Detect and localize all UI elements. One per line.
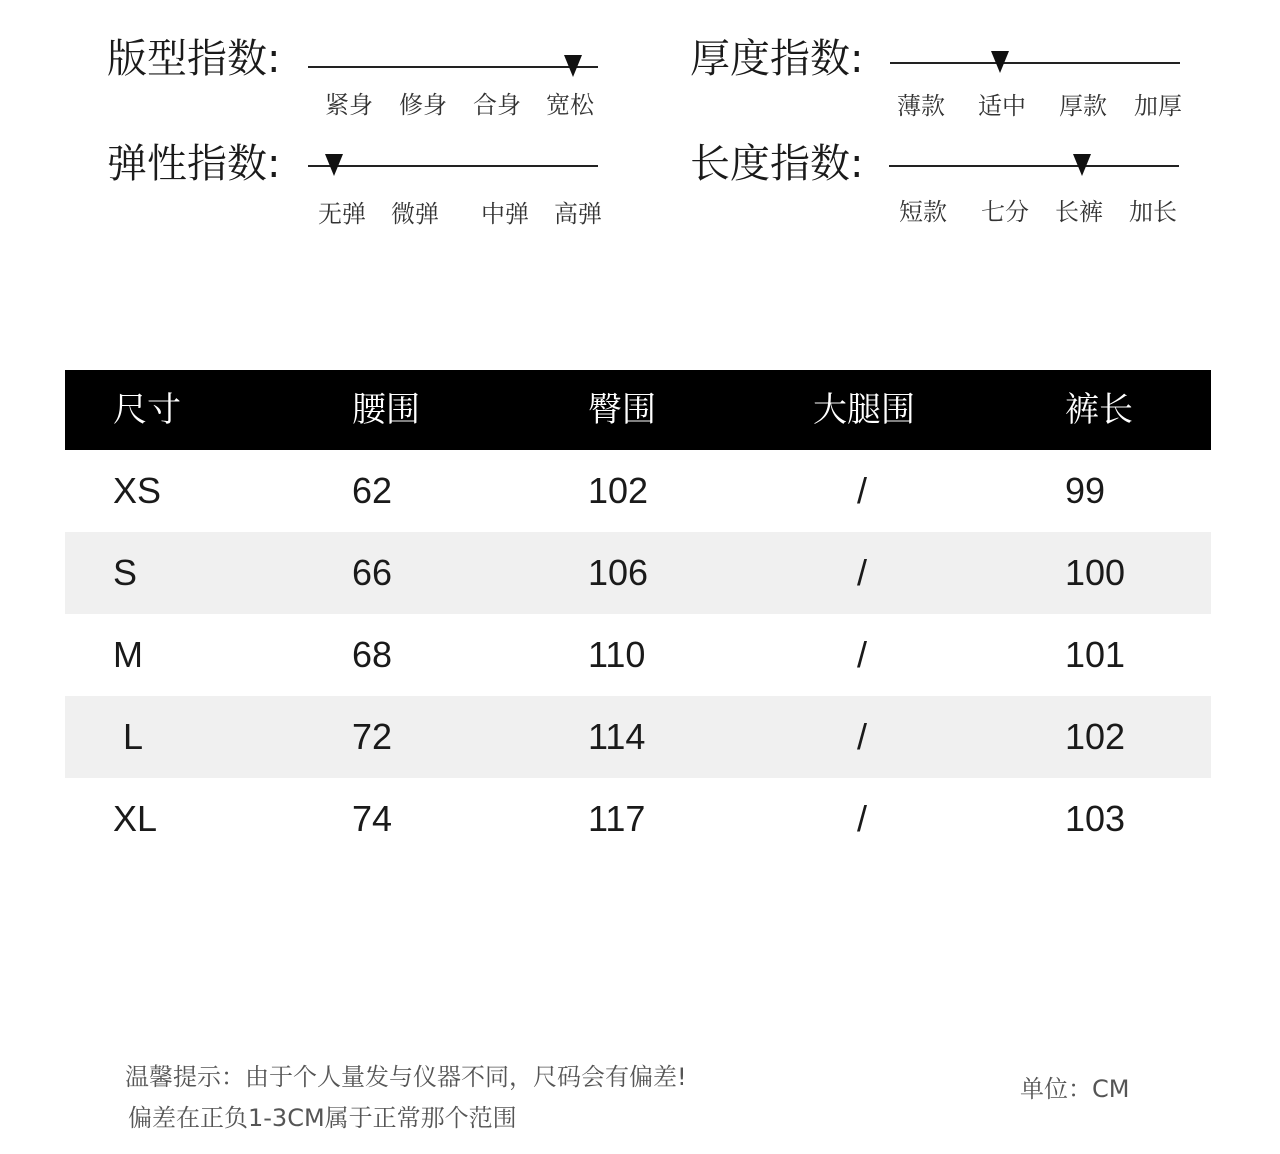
thickness-option: 加厚 — [1134, 92, 1182, 120]
tip-line-1: 温馨提示：由于个人量发与仪器不同，尺码会有偏差! — [125, 1063, 687, 1091]
table-header — [65, 370, 1211, 450]
waist-cell: 66 — [352, 552, 393, 593]
length-cell: 102 — [1065, 716, 1126, 757]
hip-cell: 117 — [588, 798, 646, 839]
hip-cell: 106 — [588, 552, 649, 593]
size-cell: M — [113, 634, 143, 675]
length-cell: 103 — [1065, 798, 1126, 839]
fit-index — [107, 35, 607, 135]
length-index-marker-icon — [1073, 154, 1091, 176]
thigh-cell: / — [857, 716, 868, 757]
elasticity-option: 高弹 — [554, 200, 602, 228]
length-index-scale-line — [889, 165, 1179, 167]
size-table — [65, 370, 1211, 860]
header-hip: 臀围 — [588, 390, 656, 430]
fit-option: 宽松 — [546, 91, 594, 119]
waist-cell: 62 — [352, 470, 393, 511]
hip-cell: 110 — [588, 634, 646, 675]
header-thigh: 大腿围 — [813, 390, 915, 430]
elasticity-option: 中弹 — [481, 200, 529, 228]
thickness-option: 厚款 — [1059, 92, 1107, 120]
thigh-cell: / — [857, 470, 868, 511]
thickness-index-marker-icon — [991, 51, 1009, 73]
waist-cell: 68 — [352, 634, 393, 675]
size-cell: XS — [113, 470, 162, 511]
fit-index-scale-line — [308, 66, 598, 68]
thickness-option: 薄款 — [897, 92, 945, 120]
thickness-option: 适中 — [978, 92, 1026, 120]
size-cell: S — [113, 552, 138, 593]
length-option: 七分 — [981, 198, 1029, 226]
unit-label: 单位：CM — [1020, 1075, 1130, 1103]
waist-cell: 72 — [352, 716, 393, 757]
header-waist: 腰围 — [352, 390, 420, 430]
elasticity-index — [107, 140, 617, 240]
thigh-cell: / — [857, 798, 868, 839]
length-option: 长裤 — [1055, 198, 1103, 226]
thigh-cell: / — [857, 552, 868, 593]
thickness-index-scale-line — [890, 62, 1180, 64]
fit-option: 修身 — [399, 91, 447, 119]
length-cell: 101 — [1065, 634, 1126, 675]
thigh-cell: / — [857, 634, 868, 675]
elasticity-index-scale-line — [308, 165, 598, 167]
fit-index-title: 版型指数: — [107, 36, 281, 82]
elasticity-option: 无弹 — [318, 200, 366, 228]
thickness-index — [690, 35, 1190, 135]
length-option: 短款 — [899, 198, 947, 226]
fit-option: 合身 — [473, 91, 521, 119]
fit-index-marker-icon — [564, 55, 582, 77]
thickness-index-title: 厚度指数: — [690, 36, 864, 82]
table-row — [65, 696, 1211, 778]
length-index — [690, 140, 1190, 240]
tip-line-2: 偏差在正负1-3CM属于正常那个范围 — [128, 1104, 517, 1132]
size-cell: XL — [113, 798, 158, 839]
table-row — [65, 778, 1211, 860]
table-row — [65, 614, 1211, 696]
hip-cell: 114 — [588, 716, 646, 757]
table-row — [65, 450, 1211, 532]
length-option: 加长 — [1129, 198, 1177, 226]
length-cell: 99 — [1065, 470, 1106, 511]
length-index-title: 长度指数: — [690, 141, 864, 187]
length-cell: 100 — [1065, 552, 1126, 593]
table-row — [65, 532, 1211, 614]
waist-cell: 74 — [352, 798, 393, 839]
header-size: 尺寸 — [113, 390, 181, 430]
size-cell: L — [123, 716, 144, 757]
hip-cell: 102 — [588, 470, 649, 511]
elasticity-option: 微弹 — [391, 200, 439, 228]
elasticity-index-marker-icon — [325, 154, 343, 176]
fit-option: 紧身 — [325, 91, 373, 119]
header-pants-length: 裤长 — [1065, 390, 1133, 430]
elasticity-index-title: 弹性指数: — [107, 141, 281, 187]
